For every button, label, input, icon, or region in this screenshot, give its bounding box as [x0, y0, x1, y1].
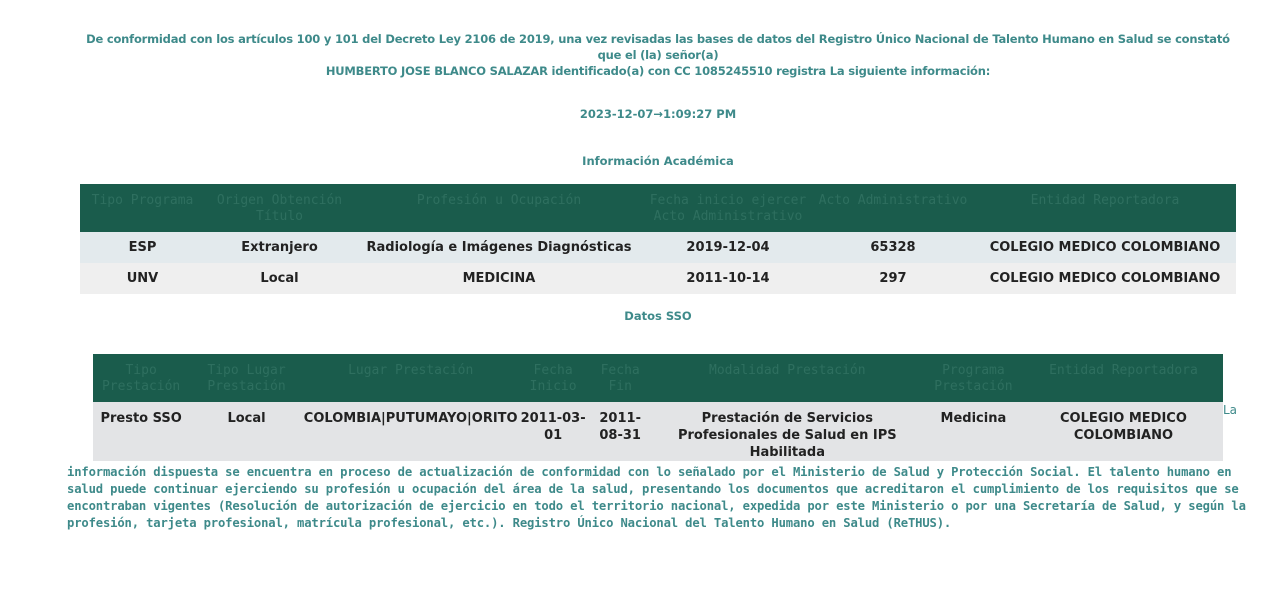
cell-fecha-inicio: 2011-10-14 [686, 271, 770, 286]
intro-line-1: De conformidad con los artículos 100 y 101 del Decreto Ley 2106 de 2019, una vez revisadas las bases de datos del Registro Único Nacional de Talento Humano en Salud se constató que el (la) señor(a) [86, 32, 1230, 62]
cell-origen: Extranjero [241, 240, 318, 255]
cell-tipo-lugar: Local [227, 411, 266, 426]
table-row [80, 263, 1236, 294]
header-fecha-fin: Fecha Fin [589, 354, 652, 402]
cell-entidad: COLEGIO MEDICO COLOMBIANO [1060, 411, 1187, 443]
intro-line-2: HUMBERTO JOSE BLANCO SALAZAR identificado(a) con CC 1085245510 registra La siguiente información: [325, 64, 991, 78]
cell-fecha-inicio: 2011-03-01 [520, 411, 586, 443]
cell-entidad: COLEGIO MEDICO COLOMBIANO [989, 271, 1221, 286]
table-row [80, 232, 1236, 263]
header-lugar-prestacion: Lugar Prestación [304, 354, 518, 402]
intro-paragraph [80, 31, 1236, 79]
header-profesion-ocupacion: Profesión u Ocupación [354, 184, 644, 232]
cell-acto: 297 [879, 271, 907, 286]
academic-header-row [80, 184, 1236, 232]
header-tipo-prestacion: Tipo Prestación [93, 354, 189, 402]
academic-section-title: Información Académica [582, 154, 734, 168]
sso-header-row [93, 354, 1223, 402]
cell-acto: 65328 [870, 240, 916, 255]
header-programa-prestacion: Programa Prestación [923, 354, 1024, 402]
header-tipo-programa: Tipo Programa [80, 184, 205, 232]
cell-fecha-inicio: 2019-12-04 [686, 240, 770, 255]
cell-fecha-fin: 2011-08-31 [599, 411, 641, 443]
cell-lugar: COLOMBIA|PUTUMAYO|ORITO [303, 411, 518, 426]
query-timestamp: 2023-12-07→1:09:27 PM [579, 107, 737, 121]
header-acto-administrativo: Acto Administrativo [812, 184, 974, 232]
cell-tipo-prestacion: Presto SSO [100, 411, 182, 426]
cell-profesion: Radiología e Imágenes Diagnósticas [366, 240, 632, 255]
header-modalidad-prestacion: Modalidad Prestación [652, 354, 923, 402]
cell-tipo-programa: ESP [128, 240, 157, 255]
cell-modalidad: Prestación de Servicios Profesionales de Salud en IPS Habilitada [677, 411, 897, 460]
cell-profesion: MEDICINA [462, 271, 536, 286]
sso-section-title: Datos SSO [624, 309, 692, 323]
cell-origen: Local [260, 271, 299, 286]
header-fecha-inicio: Fecha inicio ejercer Acto Administrativo [644, 184, 812, 232]
header-origen-obtencion-titulo: Origen Obtención Título [205, 184, 354, 232]
academic-table [80, 184, 1236, 294]
table-row [93, 402, 1223, 461]
cell-programa: Medicina [940, 411, 1007, 426]
sso-table [93, 354, 1223, 461]
side-note-text: La [1223, 403, 1238, 417]
cell-tipo-programa: UNV [126, 271, 159, 286]
cell-entidad: COLEGIO MEDICO COLOMBIANO [989, 240, 1221, 255]
header-tipo-lugar-prestacion: Tipo Lugar Prestación [189, 354, 304, 402]
header-entidad-reportadora: Entidad Reportadora [974, 184, 1236, 232]
header-fecha-inicio: Fecha Inicio [518, 354, 589, 402]
footer-disclaimer: información dispuesta se encuentra en proceso de actualización de conformidad con lo señalado por el Ministerio de Salud y Protección Social. El talento humano en salud puede continuar ejerciendo su profesión u ocupación del área de la salud, presentando los documentos que acreditaron el cumplimiento de los requisitos que se encontraban vigentes (Resolución de autorización de ejercicio en todo el territorio nacional, expedida por este Ministerio o por una Secretaría de Salud, y según la profesión, tarjeta profesional, matrícula profesional, etc.). Registro Único Nacional del Talento Humano en Salud (ReTHUS). [67, 465, 1246, 530]
header-entidad-reportadora: Entidad Reportadora [1024, 354, 1223, 402]
